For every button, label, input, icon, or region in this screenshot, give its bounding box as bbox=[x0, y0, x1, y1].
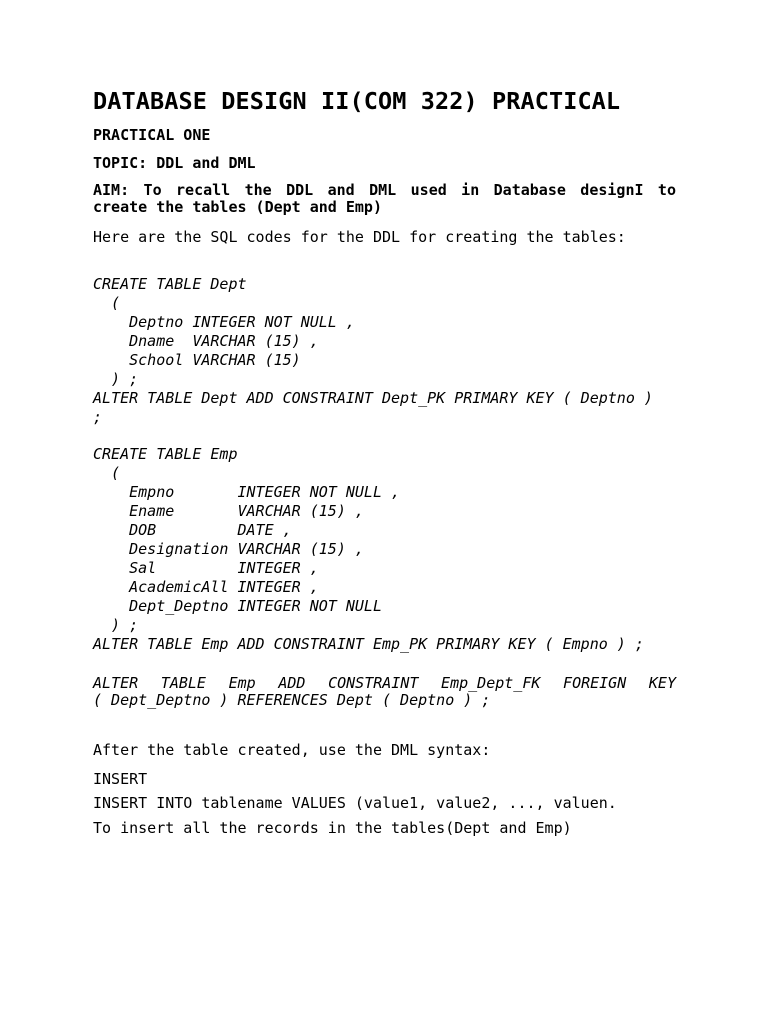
code-line: ) ; bbox=[93, 616, 139, 634]
insert-syntax: INSERT INTO tablename VALUES (value1, value2, ..., valuen. bbox=[93, 794, 617, 812]
dept-ddl-code bbox=[93, 275, 653, 427]
aim-line-2: create the tables (Dept and Emp) bbox=[93, 198, 382, 216]
code-line: ALTER TABLE Dept ADD CONSTRAINT Dept_PK PRIMARY KEY ( Deptno ) bbox=[93, 389, 653, 407]
code-line: AcademicAll INTEGER , bbox=[93, 578, 319, 596]
code-line: CREATE TABLE Emp bbox=[93, 445, 238, 463]
code-line: ) ; bbox=[93, 370, 139, 388]
code-line: Sal INTEGER , bbox=[93, 559, 319, 577]
code-line: Ename VARCHAR (15) , bbox=[93, 502, 364, 520]
code-line: School VARCHAR (15) bbox=[93, 351, 301, 369]
aim-paragraph bbox=[93, 182, 676, 216]
dml-intro: After the table created, use the DML syntax: bbox=[93, 741, 491, 759]
fk-line-2: ( Dept_Deptno ) REFERENCES Dept ( Deptno ) ; bbox=[93, 691, 491, 709]
code-line: ALTER TABLE Emp ADD CONSTRAINT Emp_PK PRIMARY KEY ( Empno ) ; bbox=[93, 635, 644, 653]
foreign-key-statement bbox=[93, 675, 676, 709]
code-line: CREATE TABLE Dept bbox=[93, 275, 247, 293]
code-line: ( bbox=[93, 464, 121, 482]
code-line: Deptno INTEGER NOT NULL , bbox=[93, 313, 355, 331]
insert-note: To insert all the records in the tables(Dept and Emp) bbox=[93, 819, 572, 837]
code-line: ; bbox=[93, 408, 103, 426]
aim-line-1: AIM: To recall the DDL and DML used in Database designI to bbox=[93, 181, 676, 199]
document-title: DATABASE DESIGN II(COM 322) PRACTICAL bbox=[93, 87, 621, 115]
code-line: ( bbox=[93, 294, 121, 312]
code-line: Dname VARCHAR (15) , bbox=[93, 332, 319, 350]
fk-line-1: ALTER TABLE Emp ADD CONSTRAINT Emp_Dept_FK FOREIGN KEY bbox=[93, 674, 676, 692]
code-line: Dept_Deptno INTEGER NOT NULL bbox=[93, 597, 382, 615]
code-line: Empno INTEGER NOT NULL , bbox=[93, 483, 401, 501]
code-line: Designation VARCHAR (15) , bbox=[93, 540, 364, 558]
practical-label: PRACTICAL ONE bbox=[93, 126, 211, 144]
topic-line: TOPIC: DDL and DML bbox=[93, 154, 256, 172]
code-line: DOB DATE , bbox=[93, 521, 292, 539]
intro-paragraph: Here are the SQL codes for the DDL for creating the tables: bbox=[93, 228, 626, 246]
insert-label: INSERT bbox=[93, 770, 148, 788]
emp-ddl-code bbox=[93, 445, 644, 654]
document-page bbox=[93, 0, 678, 1024]
